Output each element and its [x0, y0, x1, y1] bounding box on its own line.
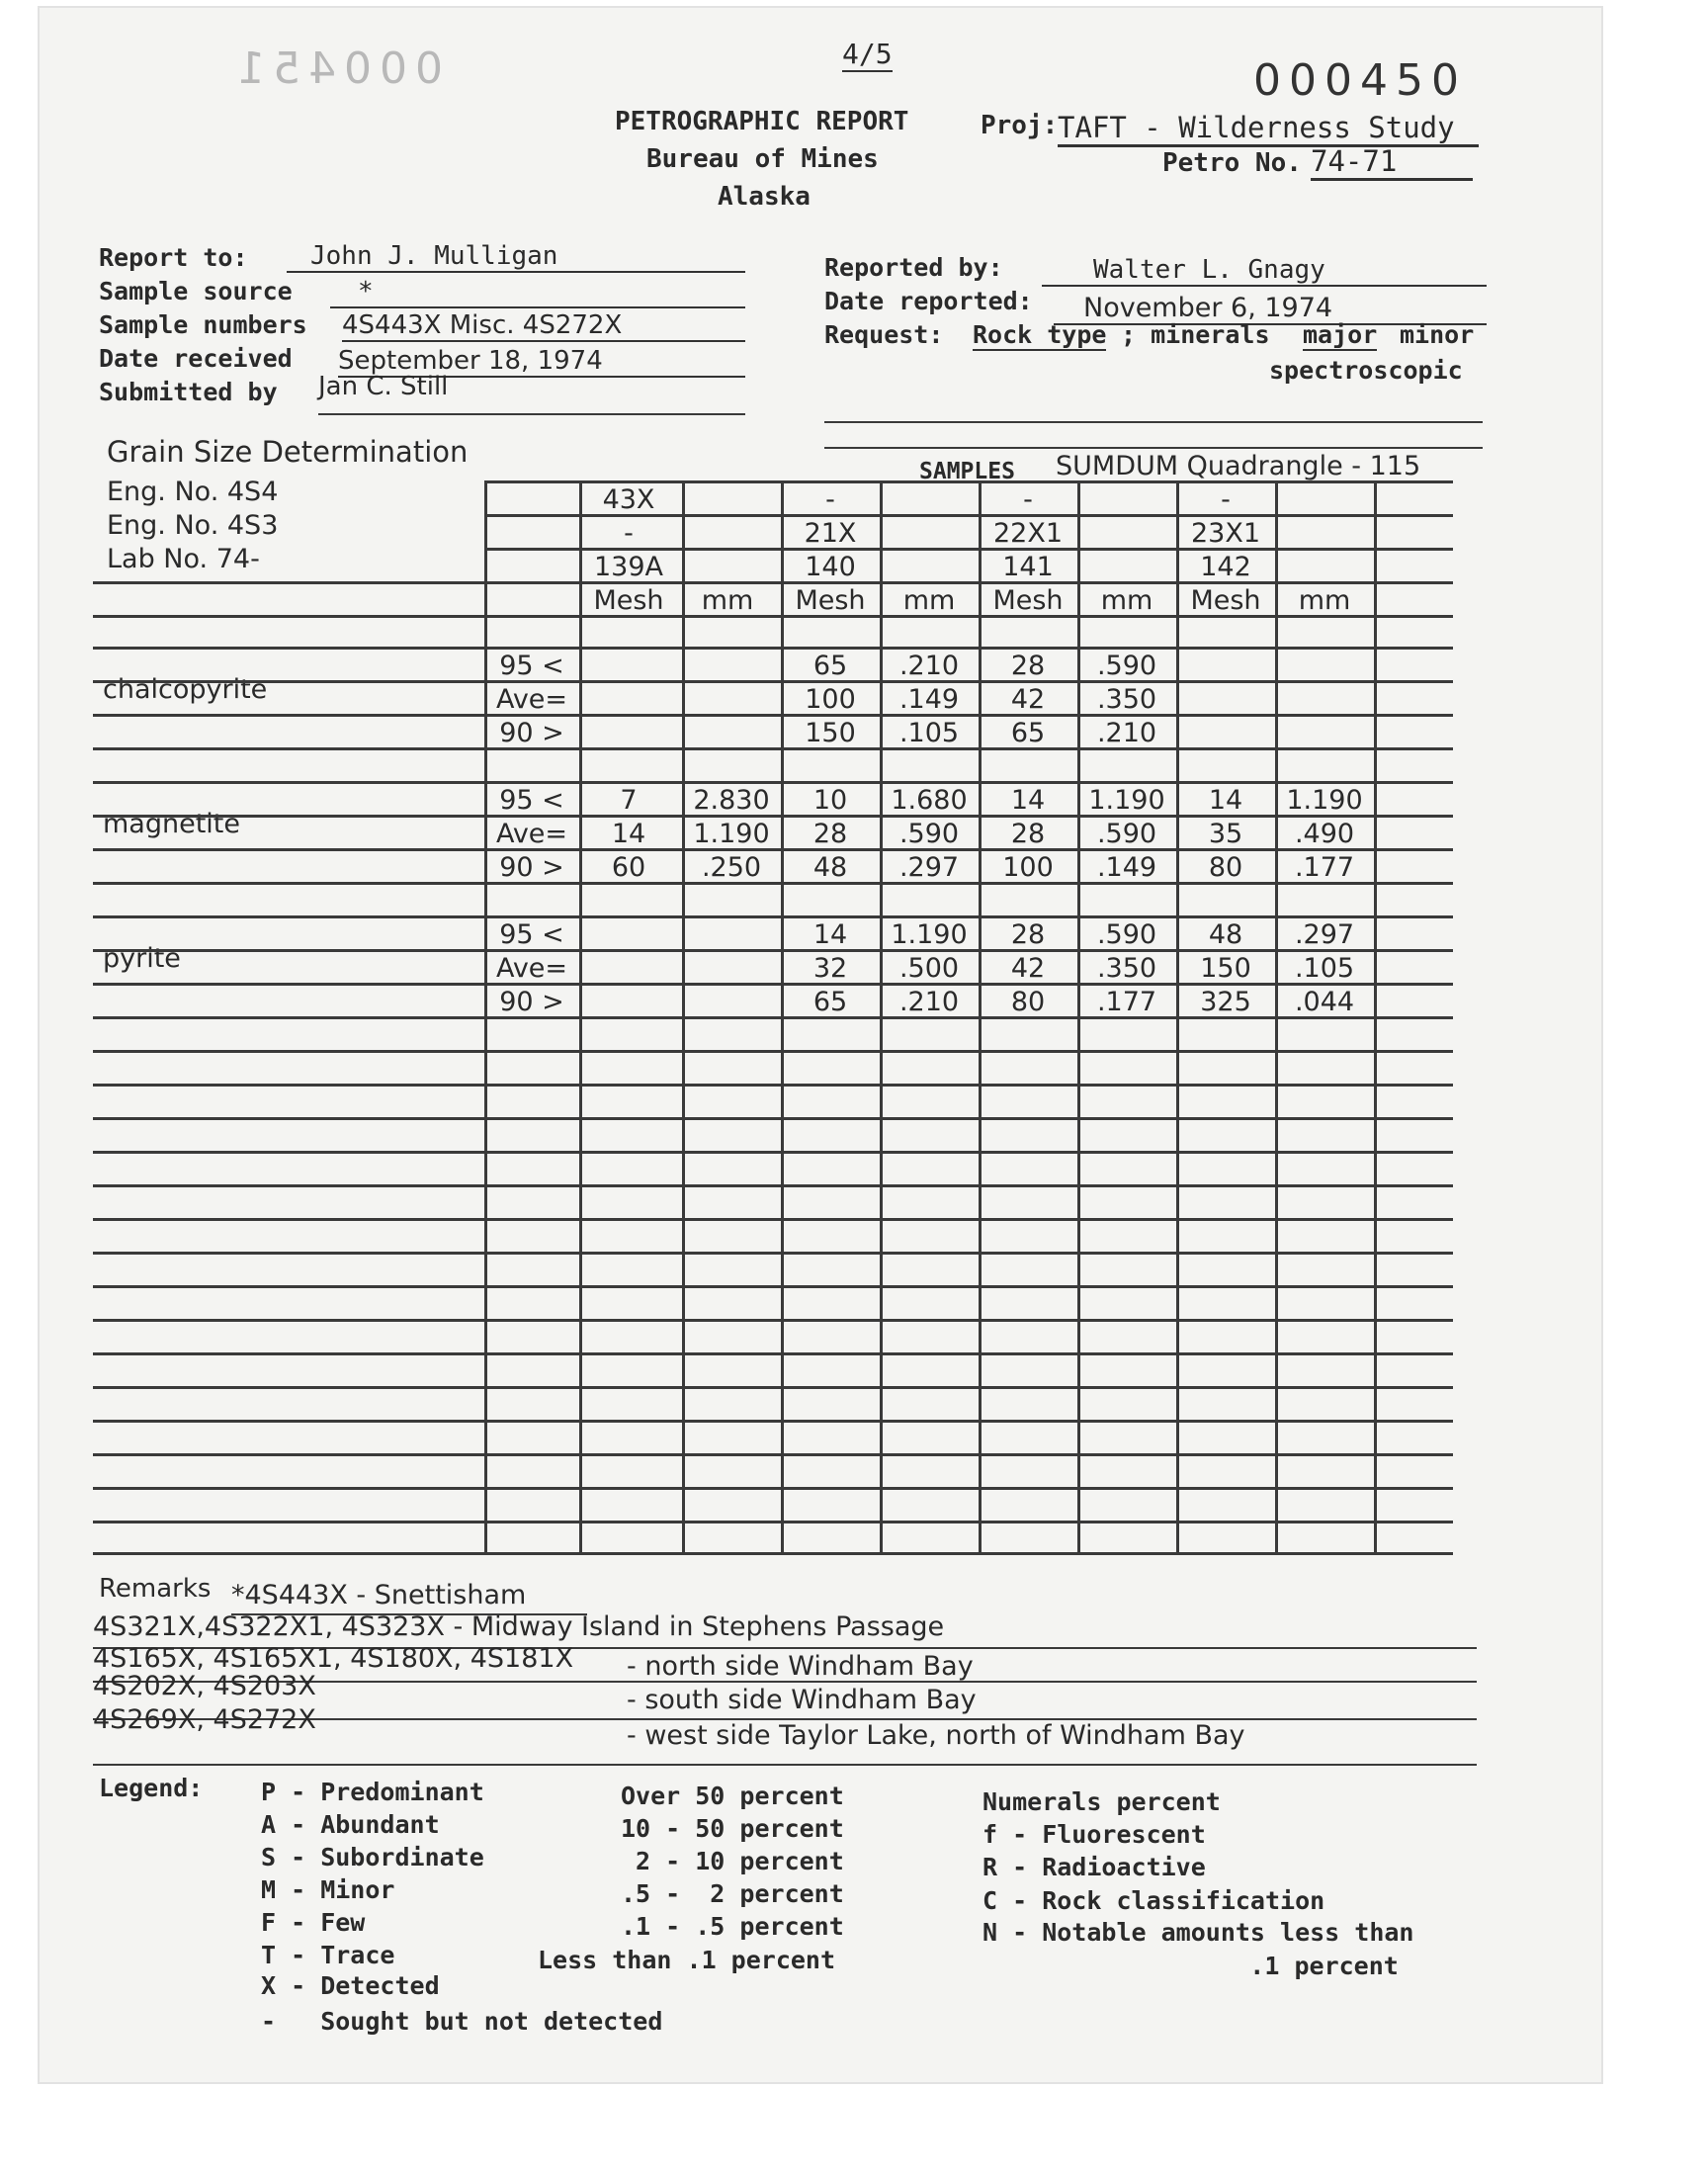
mm-header: mm [1298, 585, 1351, 616]
table-bottom-rule [93, 1552, 1453, 1555]
table-cell: .210 [1096, 718, 1157, 748]
report-title: PETROGRAPHIC REPORT [615, 107, 909, 136]
legend-code: X - Detected [261, 1971, 440, 2000]
eng-4s4-label: Eng. No. 4S4 [107, 477, 279, 507]
table-cell: .500 [898, 953, 960, 984]
table-cell: 10 [812, 785, 848, 816]
reported-by-value: Walter L. Gnagy [1042, 255, 1487, 287]
table-row-rule [93, 1218, 1453, 1221]
proj-value: TAFT - Wilderness Study [1058, 111, 1479, 147]
legend-other: R - Radioactive [982, 1853, 1206, 1881]
table-cell: .590 [1096, 919, 1157, 950]
eng-4s4-value: 43X [602, 484, 655, 515]
stat-label: 95 < [499, 651, 564, 681]
table-cell: .044 [1294, 987, 1355, 1017]
table-cell: .590 [1096, 819, 1157, 849]
mm-header: mm [701, 585, 754, 616]
table-cell: .210 [898, 651, 960, 681]
table-cell: 42 [1010, 953, 1046, 984]
date-reported-value: November 6, 1974 [1054, 293, 1487, 325]
legend-code: - Sought but not detected [261, 2007, 663, 2036]
blank-line-2 [824, 447, 1483, 449]
stat-label: 95 < [499, 919, 564, 950]
table-cell: 32 [812, 953, 848, 984]
page-fraction: 4/5 [842, 38, 893, 70]
legend-code: S - Subordinate [261, 1843, 484, 1871]
stat-label: Ave= [495, 819, 568, 849]
remarks-line-3b: - north side Windham Bay [627, 1651, 974, 1682]
mineral-name: chalcopyrite [103, 674, 268, 705]
lab-no-value: 142 [1200, 552, 1251, 582]
table-cell: 28 [1010, 919, 1046, 950]
legend-other: .1 percent [1160, 1952, 1399, 1980]
lab-no-value: 141 [1002, 552, 1054, 582]
table-row-rule [93, 915, 1453, 918]
remarks-label: Remarks [99, 1574, 212, 1604]
request-label: Request: [824, 320, 944, 349]
mirrored-stamp-number: 000451 [229, 44, 443, 94]
table-row-rule [93, 1487, 1453, 1490]
table-cell: 1.680 [891, 785, 968, 816]
legend-range: .1 - .5 percent [621, 1912, 844, 1941]
eng-4s4-value: - [825, 484, 835, 515]
petro-label: Petro No. [1162, 148, 1302, 178]
stat-label: 90 > [499, 852, 564, 883]
table-top-rule [484, 480, 1453, 483]
legend-code: A - Abundant [261, 1810, 440, 1839]
eng-4s3-value: - [624, 518, 634, 549]
table-cell: .177 [1294, 852, 1355, 883]
stat-label: Ave= [495, 953, 568, 984]
table-row-rule [93, 1084, 1453, 1087]
eng-4s4-value: - [1221, 484, 1231, 515]
remarks-line-5b: - west side Taylor Lake, north of Windham Bay [627, 1720, 1245, 1751]
legend-range: 2 - 10 percent [621, 1847, 844, 1875]
table-row-rule [93, 1285, 1453, 1288]
legend-code: T - Trace [261, 1941, 395, 1969]
date-received-value: September 18, 1974 [338, 346, 745, 378]
legend-other: N - Notable amounts less than [982, 1918, 1414, 1947]
mesh-header: Mesh [992, 585, 1064, 616]
legend-label: Legend: [99, 1774, 204, 1802]
table-row-rule [93, 815, 1453, 818]
stat-label: 90 > [499, 718, 564, 748]
legend-code: M - Minor [261, 1875, 395, 1904]
remarks-line-3a: 4S165X, 4S165X1, 4S180X, 4S181X [93, 1643, 574, 1674]
remarks-line-5a: 4S269X, 4S272X [93, 1704, 316, 1735]
eng-4s3-value: 23X1 [1190, 518, 1261, 549]
table-row-rule [93, 1184, 1453, 1187]
legend-code: P - Predominant [261, 1778, 484, 1806]
legend-other: C - Rock classification [982, 1886, 1325, 1915]
table-cell: .590 [898, 819, 960, 849]
table-cell: 2.830 [693, 785, 770, 816]
legend-other: f - Fluorescent [982, 1820, 1206, 1849]
table-row-rule [93, 1016, 1453, 1019]
lab-no-label: Lab No. 74- [107, 544, 260, 574]
table-cell: .149 [1096, 852, 1157, 883]
table-cell: .210 [898, 987, 960, 1017]
eng-4s3-value: 21X [804, 518, 857, 549]
table-cell: 100 [1002, 852, 1054, 883]
table-row-rule [93, 647, 1453, 650]
reported-by-label: Reported by: [824, 253, 1003, 282]
quadrangle-label: SUMDUM Quadrangle - 115 [1056, 451, 1421, 481]
table-cell: .297 [1294, 919, 1355, 950]
table-cell: 1.190 [891, 919, 968, 950]
table-cell: 42 [1010, 684, 1046, 715]
table-row-rule [93, 983, 1453, 986]
table-cell: .105 [898, 718, 960, 748]
remarks-rule-5 [93, 1764, 1477, 1766]
table-cell: 48 [812, 852, 848, 883]
date-received-label: Date received [99, 344, 293, 373]
legend-range: .5 - 2 percent [621, 1879, 844, 1908]
table-row-rule [93, 1117, 1453, 1120]
lab-no-value: 139A [593, 552, 663, 582]
stat-label: Ave= [495, 684, 568, 715]
table-cell: 35 [1208, 819, 1243, 849]
date-reported-label: Date reported: [824, 287, 1033, 315]
report-to-value: John J. Mulligan [287, 241, 745, 273]
legend-other: Numerals percent [982, 1787, 1221, 1816]
table-row-rule [93, 949, 1453, 952]
stamp-number: 000450 [1253, 55, 1467, 106]
request-minor: minor [1400, 320, 1475, 349]
table-row-rule [93, 1050, 1453, 1053]
mineral-name: magnetite [103, 809, 240, 839]
table-cell: 1.190 [693, 819, 770, 849]
mesh-header: Mesh [593, 585, 664, 616]
remarks-line-4b: - south side Windham Bay [627, 1685, 977, 1715]
table-cell: .177 [1096, 987, 1157, 1017]
table-cell: .350 [1096, 953, 1157, 984]
sample-source-label: Sample source [99, 277, 293, 305]
blank-line-1 [824, 421, 1483, 423]
table-cell: 150 [805, 718, 856, 748]
table-row-rule [93, 1352, 1453, 1355]
table-row-rule [93, 1151, 1453, 1154]
table-cell: 48 [1208, 919, 1243, 950]
table-cell: 65 [812, 651, 848, 681]
table-cell: .297 [898, 852, 960, 883]
table-cell: 325 [1200, 987, 1251, 1017]
stat-label: 90 > [499, 987, 564, 1017]
report-to-label: Report to: [99, 243, 248, 272]
table-row-rule [93, 1252, 1453, 1255]
submitted-by-line [318, 413, 745, 415]
eng-4s3-label: Eng. No. 4S3 [107, 510, 279, 541]
table-cell: 14 [1208, 785, 1243, 816]
mesh-header: Mesh [795, 585, 866, 616]
table-cell: .149 [898, 684, 960, 715]
eng-4s4-value: - [1023, 484, 1033, 515]
table-cell: .105 [1294, 953, 1355, 984]
table-cell: 14 [1010, 785, 1046, 816]
eng-4s3-value: 22X1 [992, 518, 1064, 549]
table-cell: 14 [812, 919, 848, 950]
lab-no-value: 140 [805, 552, 856, 582]
table-cell: 28 [1010, 651, 1046, 681]
table-cell: 150 [1200, 953, 1251, 984]
mm-header: mm [902, 585, 956, 616]
proj-label: Proj: [981, 111, 1059, 140]
table-cell: 1.190 [1088, 785, 1165, 816]
request-spectroscopic: spectroscopic [1269, 356, 1463, 385]
remarks-line-2: 4S321X,4S322X1, 4S323X - Midway Island in Stephens Passage [93, 1611, 945, 1642]
table-cell: 7 [620, 785, 638, 816]
table-cell: 28 [812, 819, 848, 849]
table-row-rule [93, 1319, 1453, 1322]
grain-size-title: Grain Size Determination [107, 435, 469, 469]
mineral-name: pyrite [103, 943, 181, 974]
remarks-line-1: *4S443X - Snettisham [231, 1580, 527, 1610]
table-cell: 28 [1010, 819, 1046, 849]
table-row-rule [93, 714, 1453, 717]
mesh-header: Mesh [1190, 585, 1261, 616]
legend-range: Less than .1 percent [538, 1946, 836, 1974]
sample-numbers-label: Sample numbers [99, 310, 307, 339]
table-row-rule [93, 1521, 1453, 1523]
mm-header: mm [1100, 585, 1153, 616]
table-cell: .350 [1096, 684, 1157, 715]
table-cell: 100 [805, 684, 856, 715]
legend-code: F - Few [261, 1908, 366, 1937]
table-row-rule [93, 848, 1453, 851]
table-cell: .250 [701, 852, 762, 883]
table-row-rule [93, 781, 1453, 784]
table-cell: 1.190 [1286, 785, 1363, 816]
table-row-rule [93, 1420, 1453, 1423]
report-subtitle: Bureau of Mines [646, 144, 879, 174]
table-row-rule [93, 1386, 1453, 1389]
table-cell: 80 [1010, 987, 1046, 1017]
legend-range: Over 50 percent [621, 1782, 844, 1810]
petro-value: 74-71 [1311, 144, 1473, 181]
request-rock-type: Rock type [973, 320, 1107, 349]
remarks-line-4a: 4S202X, 4S203X [93, 1671, 316, 1701]
submitted-by-value: Jan C. Still [318, 372, 449, 401]
table-row-rule [93, 680, 1453, 683]
sample-source-value: * [330, 277, 745, 308]
legend-range: 10 - 50 percent [621, 1814, 844, 1843]
table-cell: 65 [812, 987, 848, 1017]
table-cell: 80 [1208, 852, 1243, 883]
table-row-rule [93, 1453, 1453, 1456]
table-cell: 14 [611, 819, 646, 849]
samples-label: SAMPLES [919, 459, 1015, 484]
table-cell: 60 [611, 852, 646, 883]
request-major: major [1303, 320, 1378, 349]
table-cell: 65 [1010, 718, 1046, 748]
request-minerals: ; minerals [1121, 320, 1270, 349]
table-cell: .590 [1096, 651, 1157, 681]
table-row-rule [93, 882, 1453, 885]
sample-numbers-value: 4S443X Misc. 4S272X [342, 310, 745, 342]
table-cell: .490 [1294, 819, 1355, 849]
submitted-by-label: Submitted by [99, 378, 278, 406]
stat-label: 95 < [499, 785, 564, 816]
report-location: Alaska [718, 182, 811, 212]
table-row-rule [93, 747, 1453, 750]
